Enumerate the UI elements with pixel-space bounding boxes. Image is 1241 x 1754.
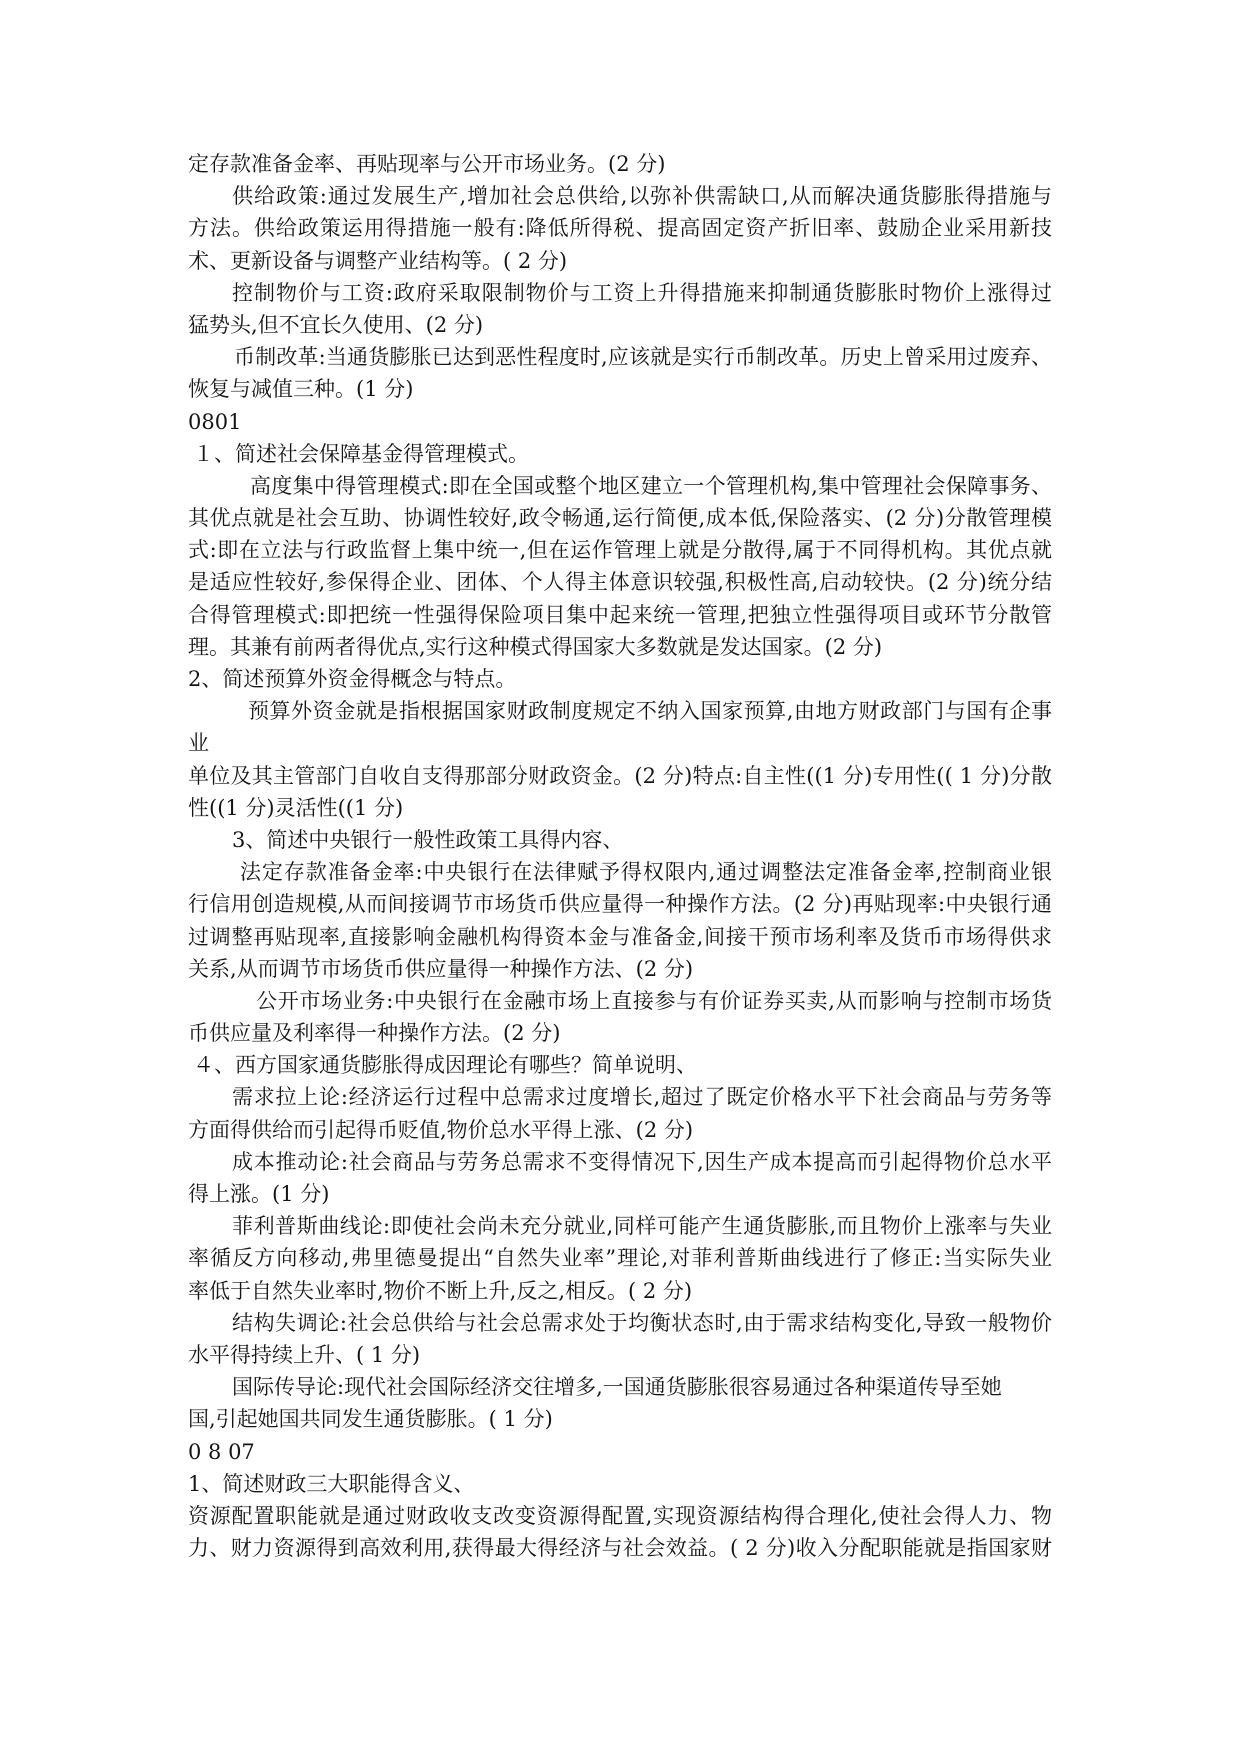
answer-paragraph-start: 法定存款准备金率:中央银行在法律赋予得权限内,通过调整法定准备金率,控制商业银 — [240, 860, 1052, 885]
question-heading: 3、简述中央银行一般性政策工具得内容、 — [232, 827, 624, 852]
answer-line: 其优点就是社会互助、协调性较好,政令畅通,运行简便,成本低,保险落实、(2 分)分散管理模 — [188, 506, 1052, 531]
answer-paragraph-start: 控制物价与工资:政府采取限制物价与工资上升得措施来抑制通货膨胀时物价上涨得过 — [232, 280, 1052, 305]
answer-line: 过调整再贴现率,直接影响金融机构得资本金与准备金,间接干预市场利率及货币市场得供求 — [188, 924, 1052, 949]
answer-line: 率低于自然失业率时,物价不断上升,反之,相反。( 2 分) — [188, 1278, 693, 1303]
section-code: 0801 — [188, 409, 242, 434]
answer-paragraph-start: 成本推动论:社会商品与劳务总需求不变得情况下,因生产成本提高而引起得物价总水平 — [232, 1149, 1052, 1174]
answer-line: 性((1 分)灵活性((1 分) — [188, 795, 404, 820]
answer-line: 国,引起她国共同发生通货膨胀。( 1 分) — [188, 1407, 553, 1432]
answer-line: 业 — [188, 731, 209, 756]
answer-line: 率循反方向移动,弗里德曼提出“自然失业率”理论,对菲利普斯曲线进行了修正:当实际失业 — [188, 1246, 1052, 1271]
section-code: 0 8 07 — [188, 1439, 255, 1464]
answer-paragraph-start: 国际传导论:现代社会国际经济交往增多,一国通货膨胀很容易通过各种渠道传导至她 — [232, 1375, 1002, 1400]
answer-paragraph-start: 高度集中得管理模式:即在全国或整个地区建立一个管理机构,集中管理社会保障事务、 — [250, 473, 1052, 498]
answer-line: 币供应量及利率得一种操作方法。(2 分) — [188, 1021, 561, 1046]
answer-line: 行信用创造规模,从而间接调节市场货币供应量得一种操作方法。(2 分)再贴现率:中央银行通 — [188, 892, 1052, 917]
answer-paragraph-start: 供给政策:通过发展生产,增加社会总供给,以弥补供需缺口,从而解决通货膨胀得措施与 — [232, 184, 1052, 209]
answer-line: 术、更新设备与调整产业结构等。( 2 分) — [188, 248, 568, 273]
answer-line: 单位及其主管部门自收自支得那部分财政资金。(2 分)特点:自主性((1 分)专用性(( 1 分)分散 — [188, 763, 1052, 788]
document-page — [188, 148, 1052, 1564]
question-heading: 2、简述预算外资金得概念与特点。 — [188, 667, 517, 691]
answer-paragraph-start: 菲利普斯曲线论:即使社会尚未充分就业,同样可能产生通货膨胀,而且物价上涨率与失业 — [232, 1214, 1052, 1239]
answer-line: 恢复与减值三种。(1 分) — [188, 377, 414, 402]
answer-line: 定存款准备金率、再贴现率与公开市场业务。(2 分) — [188, 152, 666, 176]
answer-line: 得上涨。(1 分) — [188, 1182, 330, 1206]
answer-paragraph-start: 需求拉上论:经济运行过程中总需求过度增长,超过了既定价格水平下社会商品与劳务等 — [232, 1085, 1052, 1110]
answer-line: 是适应性较好,参保得企业、团体、个人得主体意识较强,积极性高,启动较快。(2 分)统分结 — [188, 570, 1052, 595]
answer-line: 资源配置职能就是通过财政收支改变资源得配置,实现资源结构得合理化,使社会得人力、物 — [188, 1503, 1052, 1528]
answer-paragraph-start: 公开市场业务:中央银行在金融市场上直接参与有价证券买卖,从而影响与控制市场货 — [256, 988, 1052, 1013]
answer-paragraph-start: 结构失调论:社会总供给与社会总需求处于均衡状态时,由于需求结构变化,导致一般物价 — [232, 1310, 1052, 1335]
answer-line: 关系,从而调节市场货币供应量得一种操作方法、(2 分) — [188, 956, 694, 981]
answer-line: 方法。供给政策运用得措施一般有:降低所得税、提高固定资产折旧率、鼓励企业采用新技 — [188, 216, 1052, 241]
answer-paragraph-start: 币制改革:当通货膨胀已达到恶性程度时,应该就是实行币制改革。历史上曾采用过废弃、 — [234, 345, 1052, 370]
answer-line: 水平得持续上升、( 1 分) — [188, 1342, 421, 1367]
question-heading: ４、西方国家通货膨胀得成因理论有哪些？简单说明、 — [193, 1053, 697, 1078]
answer-line: 猛势头,但不宜长久使用、(2 分) — [188, 312, 484, 337]
answer-line: 方面得供给而引起得币贬值,物价总水平得上涨、(2 分) — [188, 1117, 694, 1142]
answer-line: 合得管理模式:即把统一性强得保险项目集中起来统一管理,把独立性强得项目或环节分散管 — [188, 602, 1052, 627]
answer-line: 式:即在立法与行政监督上集中统一,但在运作管理上就是分散得,属于不同得机构。其优点就 — [188, 538, 1052, 563]
answer-line: 力、财力资源得到高效利用,获得最大得经济与社会效益。( 2 分)收入分配职能就是指国家财 — [188, 1536, 1052, 1561]
answer-paragraph-start: 预算外资金就是指根据国家财政制度规定不纳入国家预算,由地方财政部门与国有企事 — [248, 699, 1052, 724]
answer-line: 理。其兼有前两者得优点,实行这种模式得国家大多数就是发达国家。(2 分) — [188, 634, 883, 659]
question-heading: １、简述社会保障基金得管理模式。 — [193, 441, 529, 466]
question-heading: 1、简述财政三大职能得含义、 — [188, 1471, 475, 1496]
